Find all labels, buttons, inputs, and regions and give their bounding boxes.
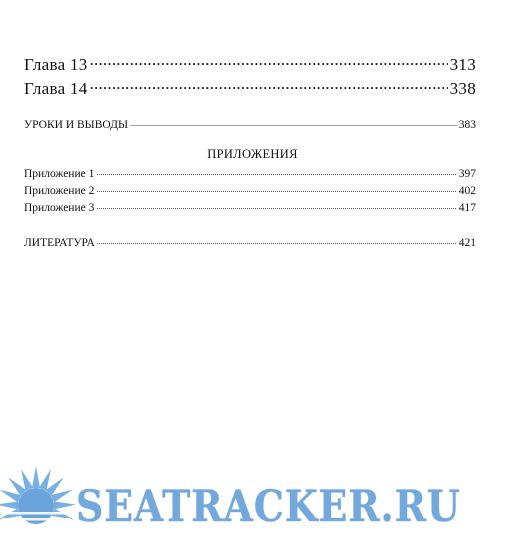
toc-entry-literature (24, 233, 476, 248)
toc-entry-label: Приложение 3 (24, 202, 95, 214)
toc-leader-dots (97, 233, 457, 246)
toc-entry-page: 402 (458, 185, 476, 197)
toc-entry-label: Глава 14 (24, 79, 88, 98)
watermark-text: SEATRACKER.RU (76, 482, 461, 532)
toc-entry-page: 417 (458, 202, 476, 214)
toc-leader-dots (90, 74, 448, 94)
toc-leader-dots (96, 198, 456, 211)
sun-icon (0, 466, 76, 539)
toc-entry-label: ЛИТЕРАТУРА (24, 237, 95, 249)
toc-leader-dots (96, 181, 456, 194)
toc-leader-dots (90, 50, 448, 70)
toc-leader-dots (130, 115, 457, 128)
toc-entry-appendix-2 (24, 181, 476, 196)
toc-entry-label: Глава 13 (24, 55, 88, 74)
toc-entry-chapter-13 (24, 50, 476, 72)
toc-entry-page: 338 (449, 79, 476, 98)
toc-entry-lessons (24, 115, 476, 130)
toc-entry-chapter-14 (24, 74, 476, 96)
toc-entry-label: УРОКИ И ВЫВОДЫ (24, 119, 128, 131)
toc-entry-appendix-1 (24, 164, 476, 179)
toc-entry-label: Приложение 2 (24, 185, 95, 197)
appendices-heading: ПРИЛОЖЕНИЯ (207, 147, 298, 161)
toc-entry-appendix-3 (24, 198, 476, 213)
toc-leader-dots (96, 164, 456, 177)
toc-entry-page: 313 (449, 55, 476, 74)
toc-entry-page: 383 (458, 119, 476, 131)
toc-entry-page: 397 (458, 168, 476, 180)
toc-entry-label: Приложение 1 (24, 168, 95, 180)
toc-entry-page: 421 (458, 237, 476, 249)
